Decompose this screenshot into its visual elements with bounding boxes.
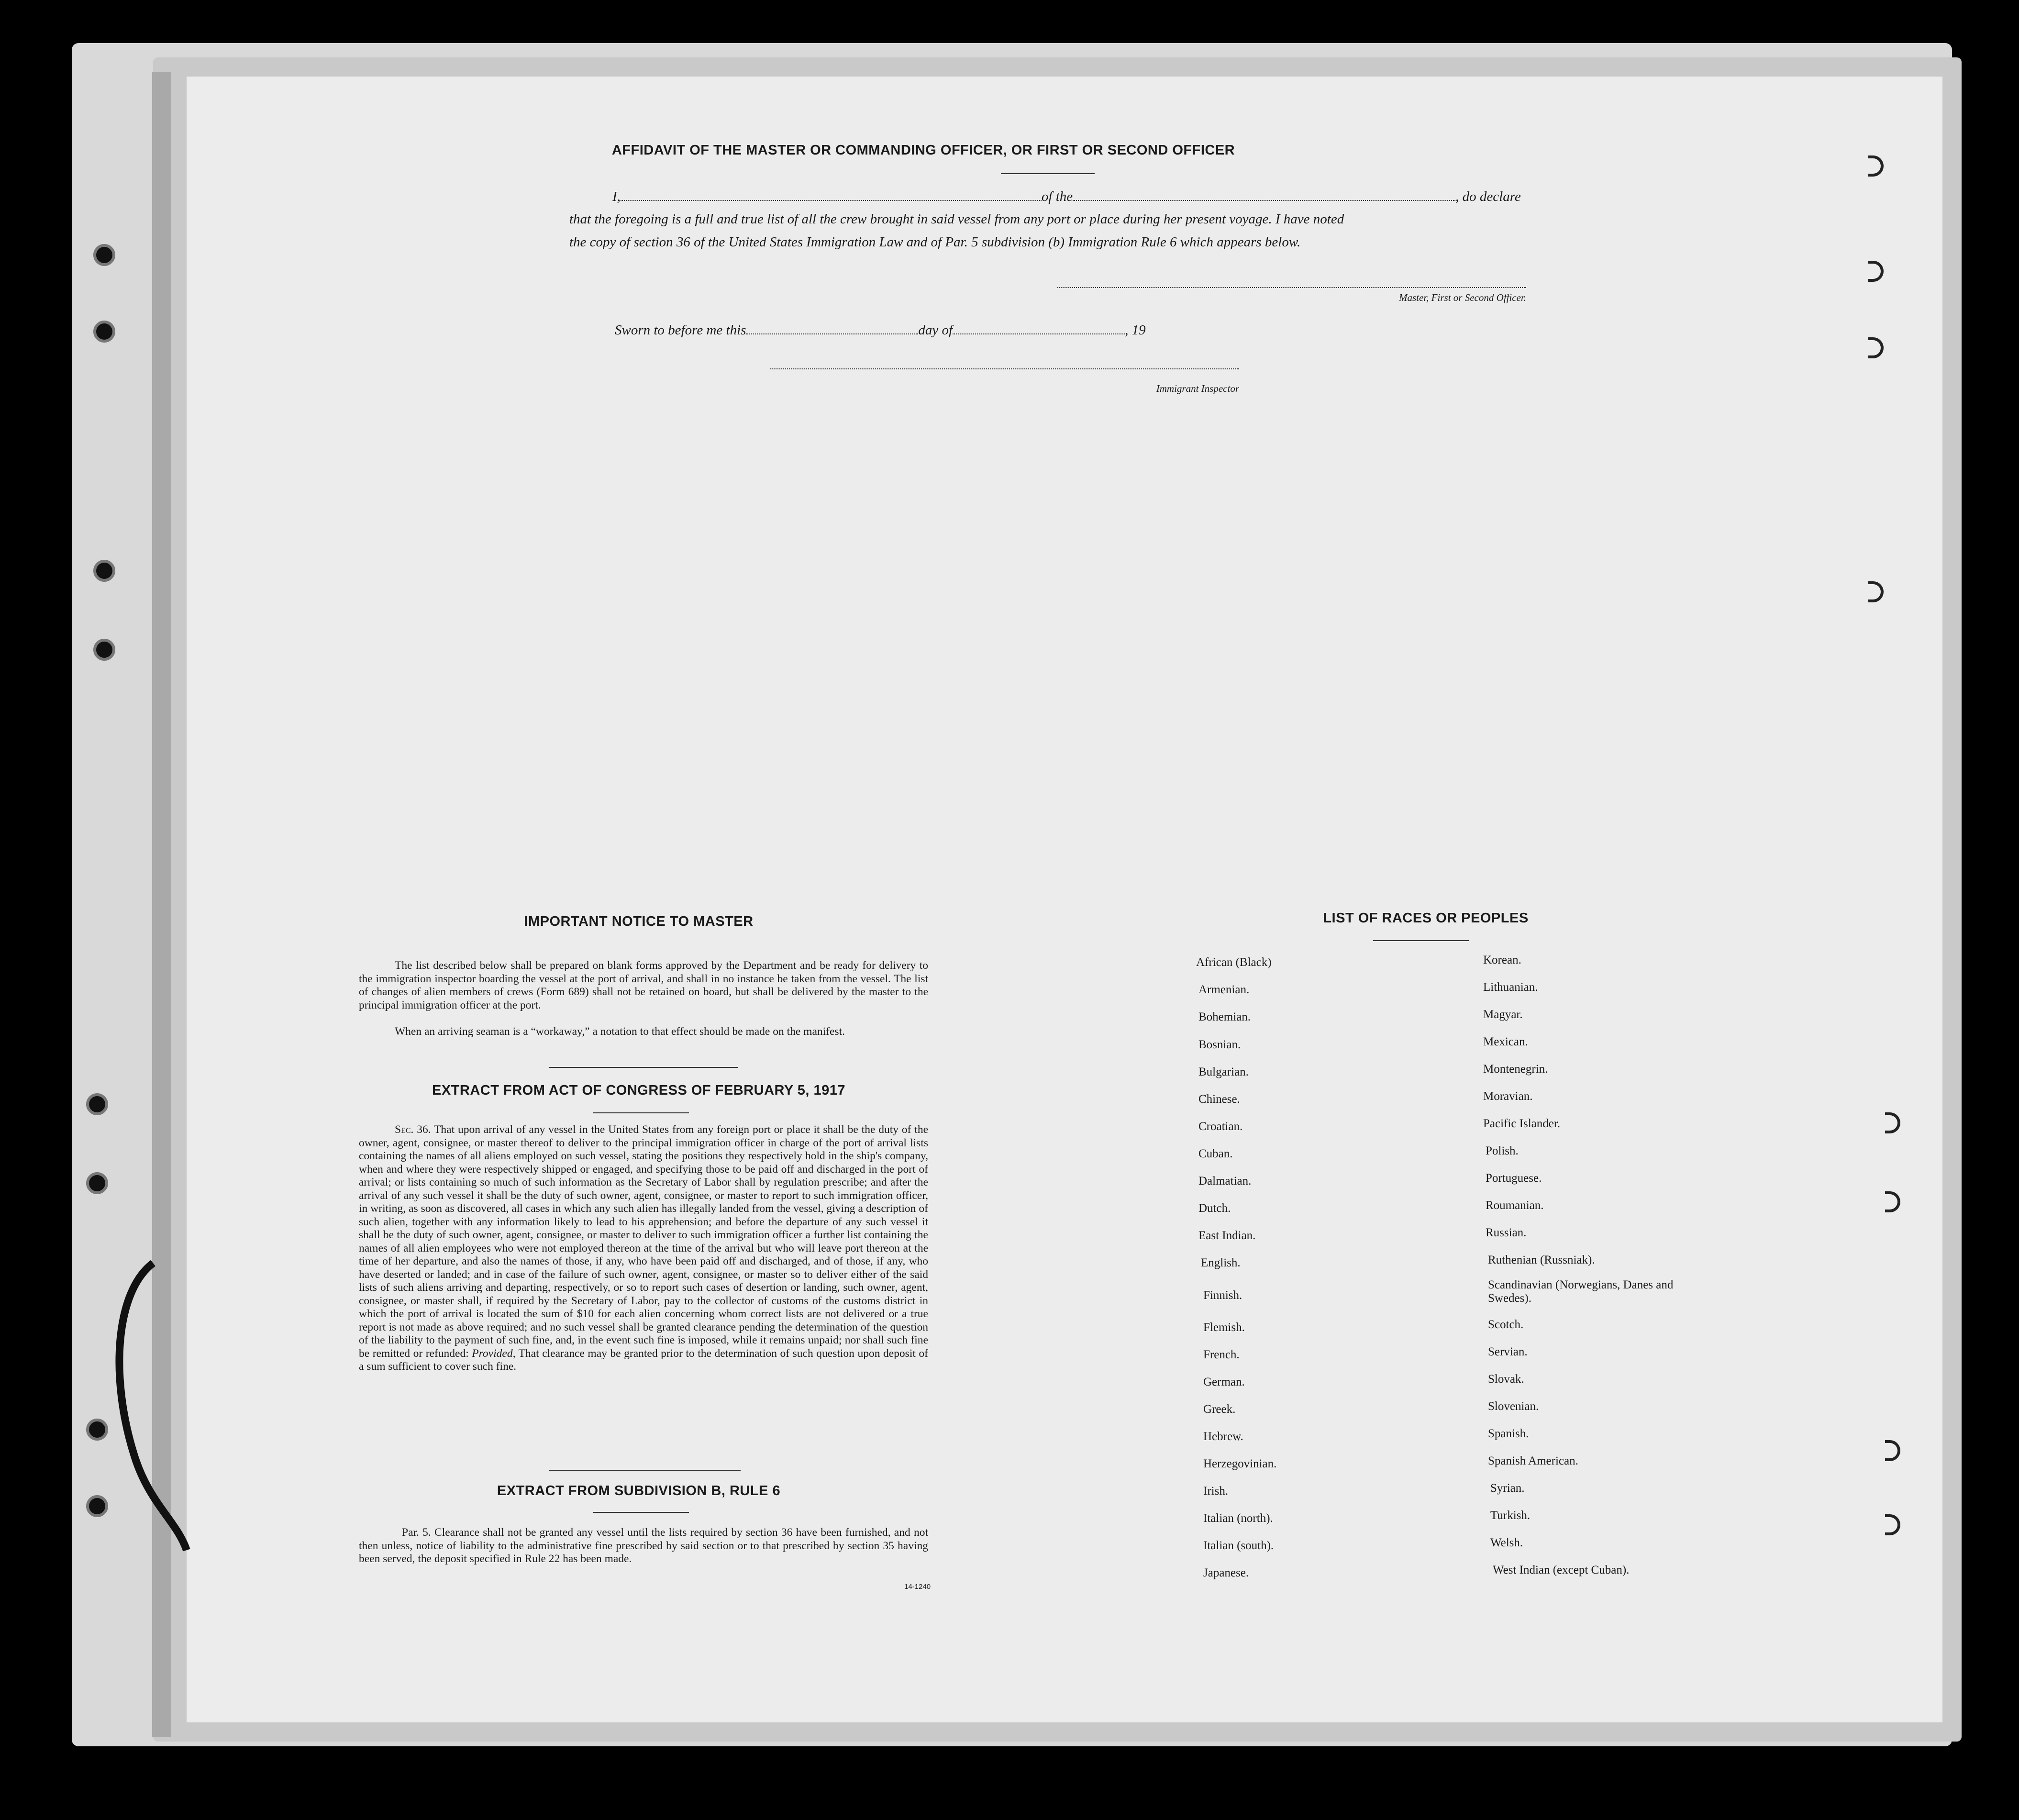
race-item: Welsh.: [1490, 1536, 1523, 1549]
race-item: Lithuanian.: [1483, 981, 1538, 994]
race-item: West Indian (except Cuban).: [1493, 1564, 1630, 1576]
binder-hole: [93, 321, 115, 343]
race-item: Moravian.: [1483, 1090, 1533, 1103]
master-signature-line[interactable]: [1057, 287, 1526, 288]
race-item: Bohemian.: [1198, 1010, 1251, 1023]
race-item: Slovak.: [1488, 1373, 1524, 1386]
race-item: Portuguese.: [1486, 1172, 1542, 1185]
race-item: Scotch.: [1488, 1318, 1524, 1331]
affidavit-of-the: of the: [1041, 189, 1073, 204]
extract-act-title: EXTRACT FROM ACT OF CONGRESS OF FEBRUARY 5, 1917: [432, 1083, 846, 1098]
race-item: Greek.: [1203, 1403, 1236, 1416]
race-item: Italian (north).: [1203, 1512, 1273, 1525]
race-item: English.: [1201, 1256, 1241, 1269]
master-name-field[interactable]: [621, 189, 1042, 201]
race-item: Korean.: [1483, 954, 1521, 966]
affidavit-line-3: the copy of section 36 of the United States Immigration Law and of Par. 5 subdivision (b) Immigration Rule 6 which appears below.: [569, 234, 1301, 250]
race-item: German.: [1203, 1376, 1245, 1388]
race-item: French.: [1203, 1348, 1240, 1361]
inspector-caption: Immigrant Inspector: [1156, 383, 1239, 394]
race-item: Turkish.: [1490, 1509, 1531, 1522]
race-item: Dutch.: [1198, 1202, 1231, 1215]
race-item: Syrian.: [1490, 1482, 1525, 1495]
master-signature-caption: Master, First or Second Officer.: [1399, 292, 1526, 303]
race-item: Irish.: [1203, 1485, 1229, 1498]
races-title: LIST OF RACES OR PEOPLES: [1323, 910, 1529, 926]
race-item: Italian (south).: [1203, 1539, 1274, 1552]
divider: [593, 1112, 689, 1113]
notice-title: IMPORTANT NOTICE TO MASTER: [524, 914, 754, 929]
binder-hole: [93, 560, 115, 582]
divider: [549, 1470, 741, 1471]
affidavit-declaration-line: [569, 184, 1536, 209]
notice-paragraph-1: The list described below shall be prepared on blank forms approved by the Department and be ready for delivery to the immigration inspector boarding the vessel at the port of arrival, and shall in no instance be taken from the vessel. The list of changes of alien members of crews (Form 689) shall not be retained on board, but shall be delivered by the master to the principal immigration officer at the port.: [359, 959, 928, 1011]
race-item: Magyar.: [1483, 1008, 1523, 1021]
section-36-body: 36. That upon arrival of any vessel in the United States from any foreign port or place it shall be the duty of the owner, agent, consignee, or master thereof to deliver to the principal immigration officer in charge of the port of arrival lists containing the names of all aliens employed on such vessel, stating the positions they respectively hold in the ship's company, when and where they were respectively shipped or engaged, and specifying those to be paid off and discharged in the port of arrival; or lists containing so much of such information as the Secretary of Labor shall by regulation prescribe; and after the arrival of any such vessel it shall be the duty of such owner, agent, consignee, or master to report to such immigration officer, in writing, as soon as discovered, all cases in which any such alien has illegally landed from the vessel, giving a description of such alien, together with any information likely to lead to his apprehension; and before the departure of any such vessel it shall be the duty of such owner, agent, consignee, or master to deliver to such immigration officer a further list containing the names of all alien employees who were not employed thereon at the time of the arrival but who will leave port thereon at the time of her departure, and also the names of those, if any, who have been paid off and discharged, and of those, if any, who have deserted or landed; and in case of the failure of such owner, agent, consignee, or master so to deliver either of the said lists of such aliens arriving and departing, respectively, or so to report such cases of desertion or landing, such owner, agent, consignee, or master shall, if required by the Secretary of Labor, pay to the collector of customs of the customs district in which the port of arrival is located the sum of $10 for each alien concerning whom correct lists are not delivered or a true report is not made as above required; and no such vessel shall be granted clearance pending the determination of the question of the liability to the payment of such fine, and, in the event such fine is imposed, while it remains unpaid; nor shall such fine be remitted or refunded:: [359, 1123, 928, 1360]
sworn-date-field[interactable]: [746, 323, 918, 334]
divider: [549, 1067, 738, 1068]
race-item: Spanish.: [1488, 1427, 1529, 1440]
race-item: Flemish.: [1203, 1321, 1245, 1334]
race-item: Cuban.: [1198, 1147, 1233, 1160]
divider: [1001, 173, 1095, 174]
binding-string: [105, 1254, 201, 1560]
race-item: Herzegovinian.: [1203, 1457, 1277, 1470]
affidavit-line-2: that the foregoing is a full and true list of all the crew brought in said vessel from any port or place during her present voyage. I have noted: [569, 211, 1344, 227]
form-number: 14-1240: [904, 1583, 931, 1591]
race-item: Armenian.: [1198, 983, 1250, 996]
race-item: Bulgarian.: [1198, 1065, 1249, 1078]
race-item: Servian.: [1488, 1345, 1528, 1358]
binder-hole: [93, 244, 115, 266]
race-item: Hebrew.: [1203, 1430, 1243, 1443]
race-item: Montenegrin.: [1483, 1063, 1548, 1076]
race-item: Bosnian.: [1198, 1038, 1241, 1051]
divider: [1373, 940, 1469, 941]
section-label: Sec.: [395, 1123, 414, 1136]
sworn-year: , 19: [1125, 322, 1146, 338]
inspector-signature-line[interactable]: [770, 368, 1239, 369]
affidavit-title: AFFIDAVIT OF THE MASTER OR COMMANDING OFFICER, OR FIRST OR SECOND OFFICER: [611, 143, 1235, 158]
sworn-prefix: Sworn to before me this: [615, 322, 746, 338]
extract-rule-title: EXTRACT FROM SUBDIVISION B, RULE 6: [497, 1483, 781, 1498]
section-36-end: That clearance may be granted prior to the determination of such question upon deposit of a sum sufficient to cover such fine.: [359, 1347, 928, 1373]
race-item: Finnish.: [1203, 1289, 1242, 1302]
sworn-month-field[interactable]: [953, 323, 1125, 334]
race-item: Chinese.: [1198, 1093, 1240, 1106]
notice-paragraph-2: When an arriving seaman is a “workaway,” a notation to that effect should be made on the manifest.: [395, 1025, 845, 1038]
race-item: Mexican.: [1483, 1035, 1528, 1048]
race-item: Dalmatian.: [1198, 1175, 1252, 1187]
sworn-line: [615, 318, 1146, 343]
affidavit-declare: , do declare: [1455, 189, 1521, 204]
race-item: Ruthenian (Russniak).: [1488, 1254, 1595, 1266]
affidavit-i: I,: [612, 189, 621, 204]
binder-hole: [86, 1172, 108, 1194]
binder-hole: [86, 1093, 108, 1115]
vessel-name-field[interactable]: [1073, 189, 1455, 201]
divider: [593, 1512, 689, 1513]
extract-rule-text: Par. 5. Clearance shall not be granted any vessel until the lists required by section 36 have been furnished, and not then unless, notice of liability to the administrative fine prescribed by said section or to that prescribed by section 35 having been served, the deposit specified in Rule 22 has been made.: [359, 1526, 928, 1565]
binder-hole: [93, 639, 115, 661]
race-item: Scandinavian (Norwegians, Danes and Swedes).: [1488, 1278, 1674, 1305]
provided-word: Provided,: [472, 1347, 516, 1360]
race-item: Russian.: [1486, 1226, 1527, 1239]
sworn-day-of: day of: [918, 322, 953, 338]
race-item: Slovenian.: [1488, 1400, 1539, 1413]
race-item: African (Black): [1196, 956, 1272, 969]
race-item: Japanese.: [1203, 1566, 1249, 1579]
race-item: Polish.: [1486, 1144, 1519, 1157]
race-item: Croatian.: [1198, 1120, 1243, 1133]
race-item: Pacific Islander.: [1483, 1117, 1561, 1130]
race-item: Spanish American.: [1488, 1454, 1578, 1467]
extract-act-text: [359, 1123, 928, 1374]
race-item: Roumanian.: [1486, 1199, 1544, 1212]
race-item: East Indian.: [1198, 1229, 1256, 1242]
